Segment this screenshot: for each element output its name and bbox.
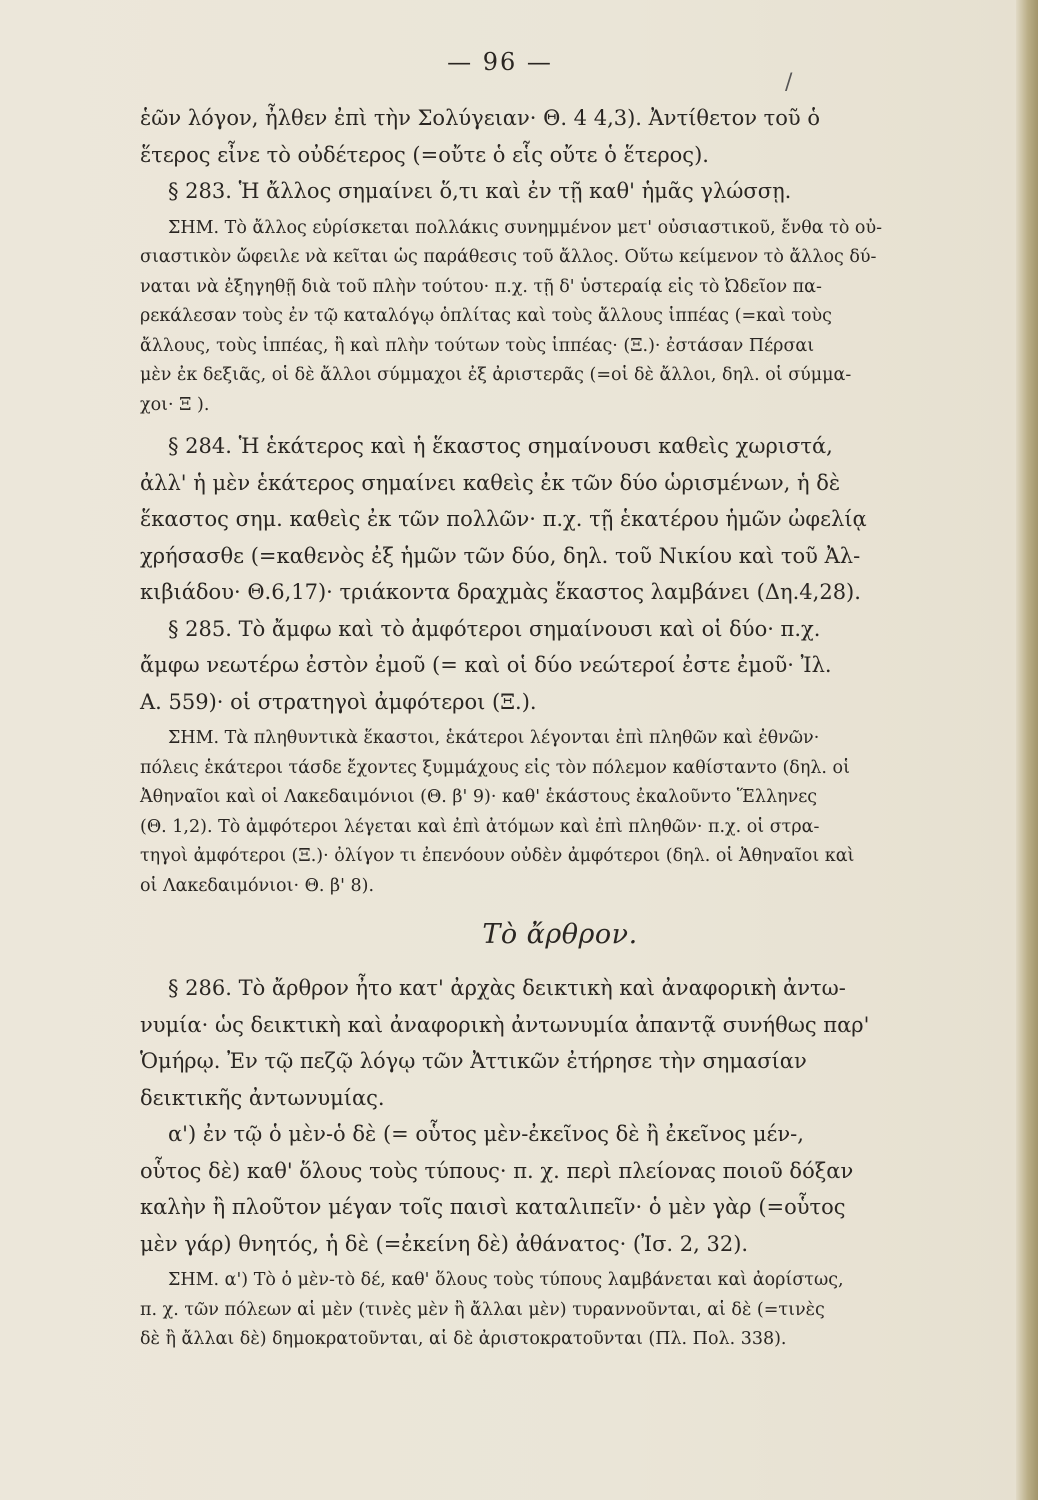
section-285 xyxy=(140,611,980,721)
note-line: (Θ. 1,2). Τὸ ἀμφότεροι λέγεται καὶ ἐπὶ ἀτόμων καὶ ἐπὶ πληθῶν· π.χ. οἱ στρα- xyxy=(140,816,820,837)
note-line: χοι· Ξ ). xyxy=(140,394,210,415)
note-283 xyxy=(140,214,980,421)
text-line: § 285. Τὸ ἄμφω καὶ τὸ ἀμφότεροι σημαίνουσι καὶ οἱ δύο· π.χ. xyxy=(168,616,821,641)
note-line: ΣΗΜ. Τὸ ἄλλος εὑρίσκεται πολλάκις συνημμένον μετ' οὐσιαστικοῦ, ἔνθα τὸ οὐ- xyxy=(168,217,883,238)
text-line: ἄμφω νεωτέρω ἐστὸν ἐμοῦ (= καὶ οἱ δύο νεώτεροί ἐστε ἐμοῦ· Ἰλ. xyxy=(140,653,832,677)
note-line: ρεκάλεσαν τοὺς ἐν τῷ καταλόγῳ ὁπλίτας καὶ τοὺς ἄλλους ἱππέας (=καὶ τοὺς xyxy=(140,306,832,326)
note-line: Ἀθηναῖοι καὶ οἱ Λακεδαιμόνιοι (Θ. β' 9)· καθ' ἑκάστους ἐκαλοῦντο Ἕλληνες xyxy=(140,787,818,807)
note-line: ἄλλους, τοὺς ἱππέας, ἢ καὶ πλὴν τούτων τοὺς ἱππέας· (Ξ.)· ἐστάσαν Πέρσαι xyxy=(140,335,815,356)
section-284 xyxy=(140,428,980,611)
section-heading: Τὸ ἄρθρον. xyxy=(482,919,638,950)
text-line: Α. 559)· οἱ στρατηγοὶ ἀμφότεροι (Ξ.). xyxy=(140,689,537,714)
text-line: ἑῶν λόγον, ἦλθεν ἐπὶ τὴν Σολύγειαν· Θ. 4 4,3). Ἀντίθετον τοῦ ὁ xyxy=(140,106,820,130)
text-line: δεικτικῆς ἀντωνυμίας. xyxy=(140,1085,385,1110)
text-line: § 284. Ἡ ἑκάτερος καὶ ἡ ἕκαστος σημαίνουσι καθεὶς χωριστά, xyxy=(168,434,833,458)
page-number: — 96 — xyxy=(447,48,553,76)
note-line: ναται νὰ ἐξηγηθῇ διὰ τοῦ πλὴν τούτου· π.χ. τῇ δ' ὑστεραίᾳ εἰς τὸ Ὠδεῖον πα- xyxy=(140,276,822,297)
text-line: ἕκαστος σημ. καθεὶς ἐκ τῶν πολλῶν· π.χ. τῇ ἑκατέρου ἡμῶν ὠφελίᾳ xyxy=(140,507,867,531)
text-line: οὗτος δὲ) καθ' ὅλους τοὺς τύπους· π. χ. περὶ πλείονας ποιοῦ δόξαν xyxy=(140,1158,854,1183)
text-line: κιβιάδου· Θ.6,17)· τριάκοντα δραχμὰς ἕκαστος λαμβάνει (Δη.4,28). xyxy=(140,580,861,604)
pencil-mark: / xyxy=(785,70,793,95)
note-a xyxy=(140,1266,980,1355)
note-line: δὲ ἢ ἄλλαι δὲ) δημοκρατοῦνται, αἱ δὲ ἀριστοκρατοῦνται (Πλ. Πολ. 338). xyxy=(140,1329,787,1349)
note-line: τηγοὶ ἀμφότεροι (Ξ.)· ὀλίγον τι ἐπενόουν οὐδὲν ἀμφότεροι (δηλ. οἱ Ἀθηναῖοι καὶ xyxy=(140,846,855,866)
subsection-a xyxy=(140,1116,980,1262)
note-line: ΣΗΜ. α') Τὸ ὁ μὲν-τὸ δέ, καθ' ὅλους τοὺς τύπους λαμβάνεται καὶ ἀορίστως, xyxy=(168,1270,844,1290)
text-line: § 286. Τὸ ἄρθρον ἦτο κατ' ἀρχὰς δεικτικὴ καὶ ἀναφορικὴ ἀντω- xyxy=(168,976,846,1000)
note-line: πόλεις ἑκάτεροι τάσδε ἔχοντες ξυμμάχους εἰς τὸν πόλεμον καθίσταντο (δηλ. οἱ xyxy=(140,757,850,778)
text-line: ἀλλ' ἡ μὲν ἑκάτερος σημαίνει καθεὶς ἐκ τῶν δύο ὡρισμένων, ἡ δὲ xyxy=(140,470,841,495)
note-line: μὲν ἐκ δεξιᾶς, οἱ δὲ ἄλλοι σύμμαχοι ἐξ ἀριστερᾶς (=οἱ δὲ ἄλλοι, δηλ. οἱ σύμμα- xyxy=(140,365,852,385)
text-line: μὲν γάρ) θνητός, ἡ δὲ (=ἐκείνη δὲ) ἀθάνατος· (Ἰσ. 2, 32). xyxy=(140,1231,749,1256)
text-line: α') ἐν τῷ ὁ μὲν-ὁ δὲ (= οὗτος μὲν-ἐκεῖνος δὲ ἢ ἐκεῖνος μέν-, xyxy=(168,1122,804,1146)
section-283: § 283. Ἡ ἄλλος σημαίνει ὅ,τι καὶ ἐν τῇ καθ' ἡμᾶς γλώσσῃ. xyxy=(168,179,792,203)
text-line: ἕτερος εἶνε τὸ οὐδέτερος (=οὔτε ὁ εἷς οὔτε ὁ ἕτερος). xyxy=(140,142,709,167)
note-line: π. χ. τῶν πόλεων αἱ μὲν (τινὲς μὲν ἢ ἄλλαι μὲν) τυραννοῦνται, αἱ δὲ (=τινὲς xyxy=(140,1299,825,1320)
text-line: Ὁμήρῳ. Ἐν τῷ πεζῷ λόγῳ τῶν Ἀττικῶν ἐτήρησε τὴν σημασίαν xyxy=(140,1049,807,1073)
page-text xyxy=(140,100,980,1355)
note-line: ΣΗΜ. Τὰ πληθυντικὰ ἕκαστοι, ἑκάτεροι λέγονται ἐπὶ πληθῶν καὶ ἐθνῶν· xyxy=(168,728,820,748)
text-line: καλὴν ἢ πλοῦτον μέγαν τοῖς παισὶ καταλιπεῖν· ὁ μὲν γὰρ (=οὗτος xyxy=(140,1195,846,1219)
text-line: χρήσασθε (=καθενὸς ἐξ ἡμῶν τῶν δύο, δηλ. τοῦ Νικίου καὶ τοῦ Ἀλ- xyxy=(140,543,861,568)
note-285 xyxy=(140,724,980,901)
binding-edge xyxy=(1016,0,1038,1500)
text-line: νυμία· ὡς δεικτικὴ καὶ ἀναφορικὴ ἀντωνυμία ἀπαντᾷ συνήθως παρ' xyxy=(140,1012,870,1037)
section-286 xyxy=(140,970,980,1116)
note-line: οἱ Λακεδαιμόνιοι· Θ. β' 8). xyxy=(140,875,375,896)
note-line: σιαστικὸν ὤφειλε νὰ κεῖται ὡς παράθεσις τοῦ ἄλλος. Οὕτω κείμενον τὸ ἄλλος δύ- xyxy=(140,247,877,267)
